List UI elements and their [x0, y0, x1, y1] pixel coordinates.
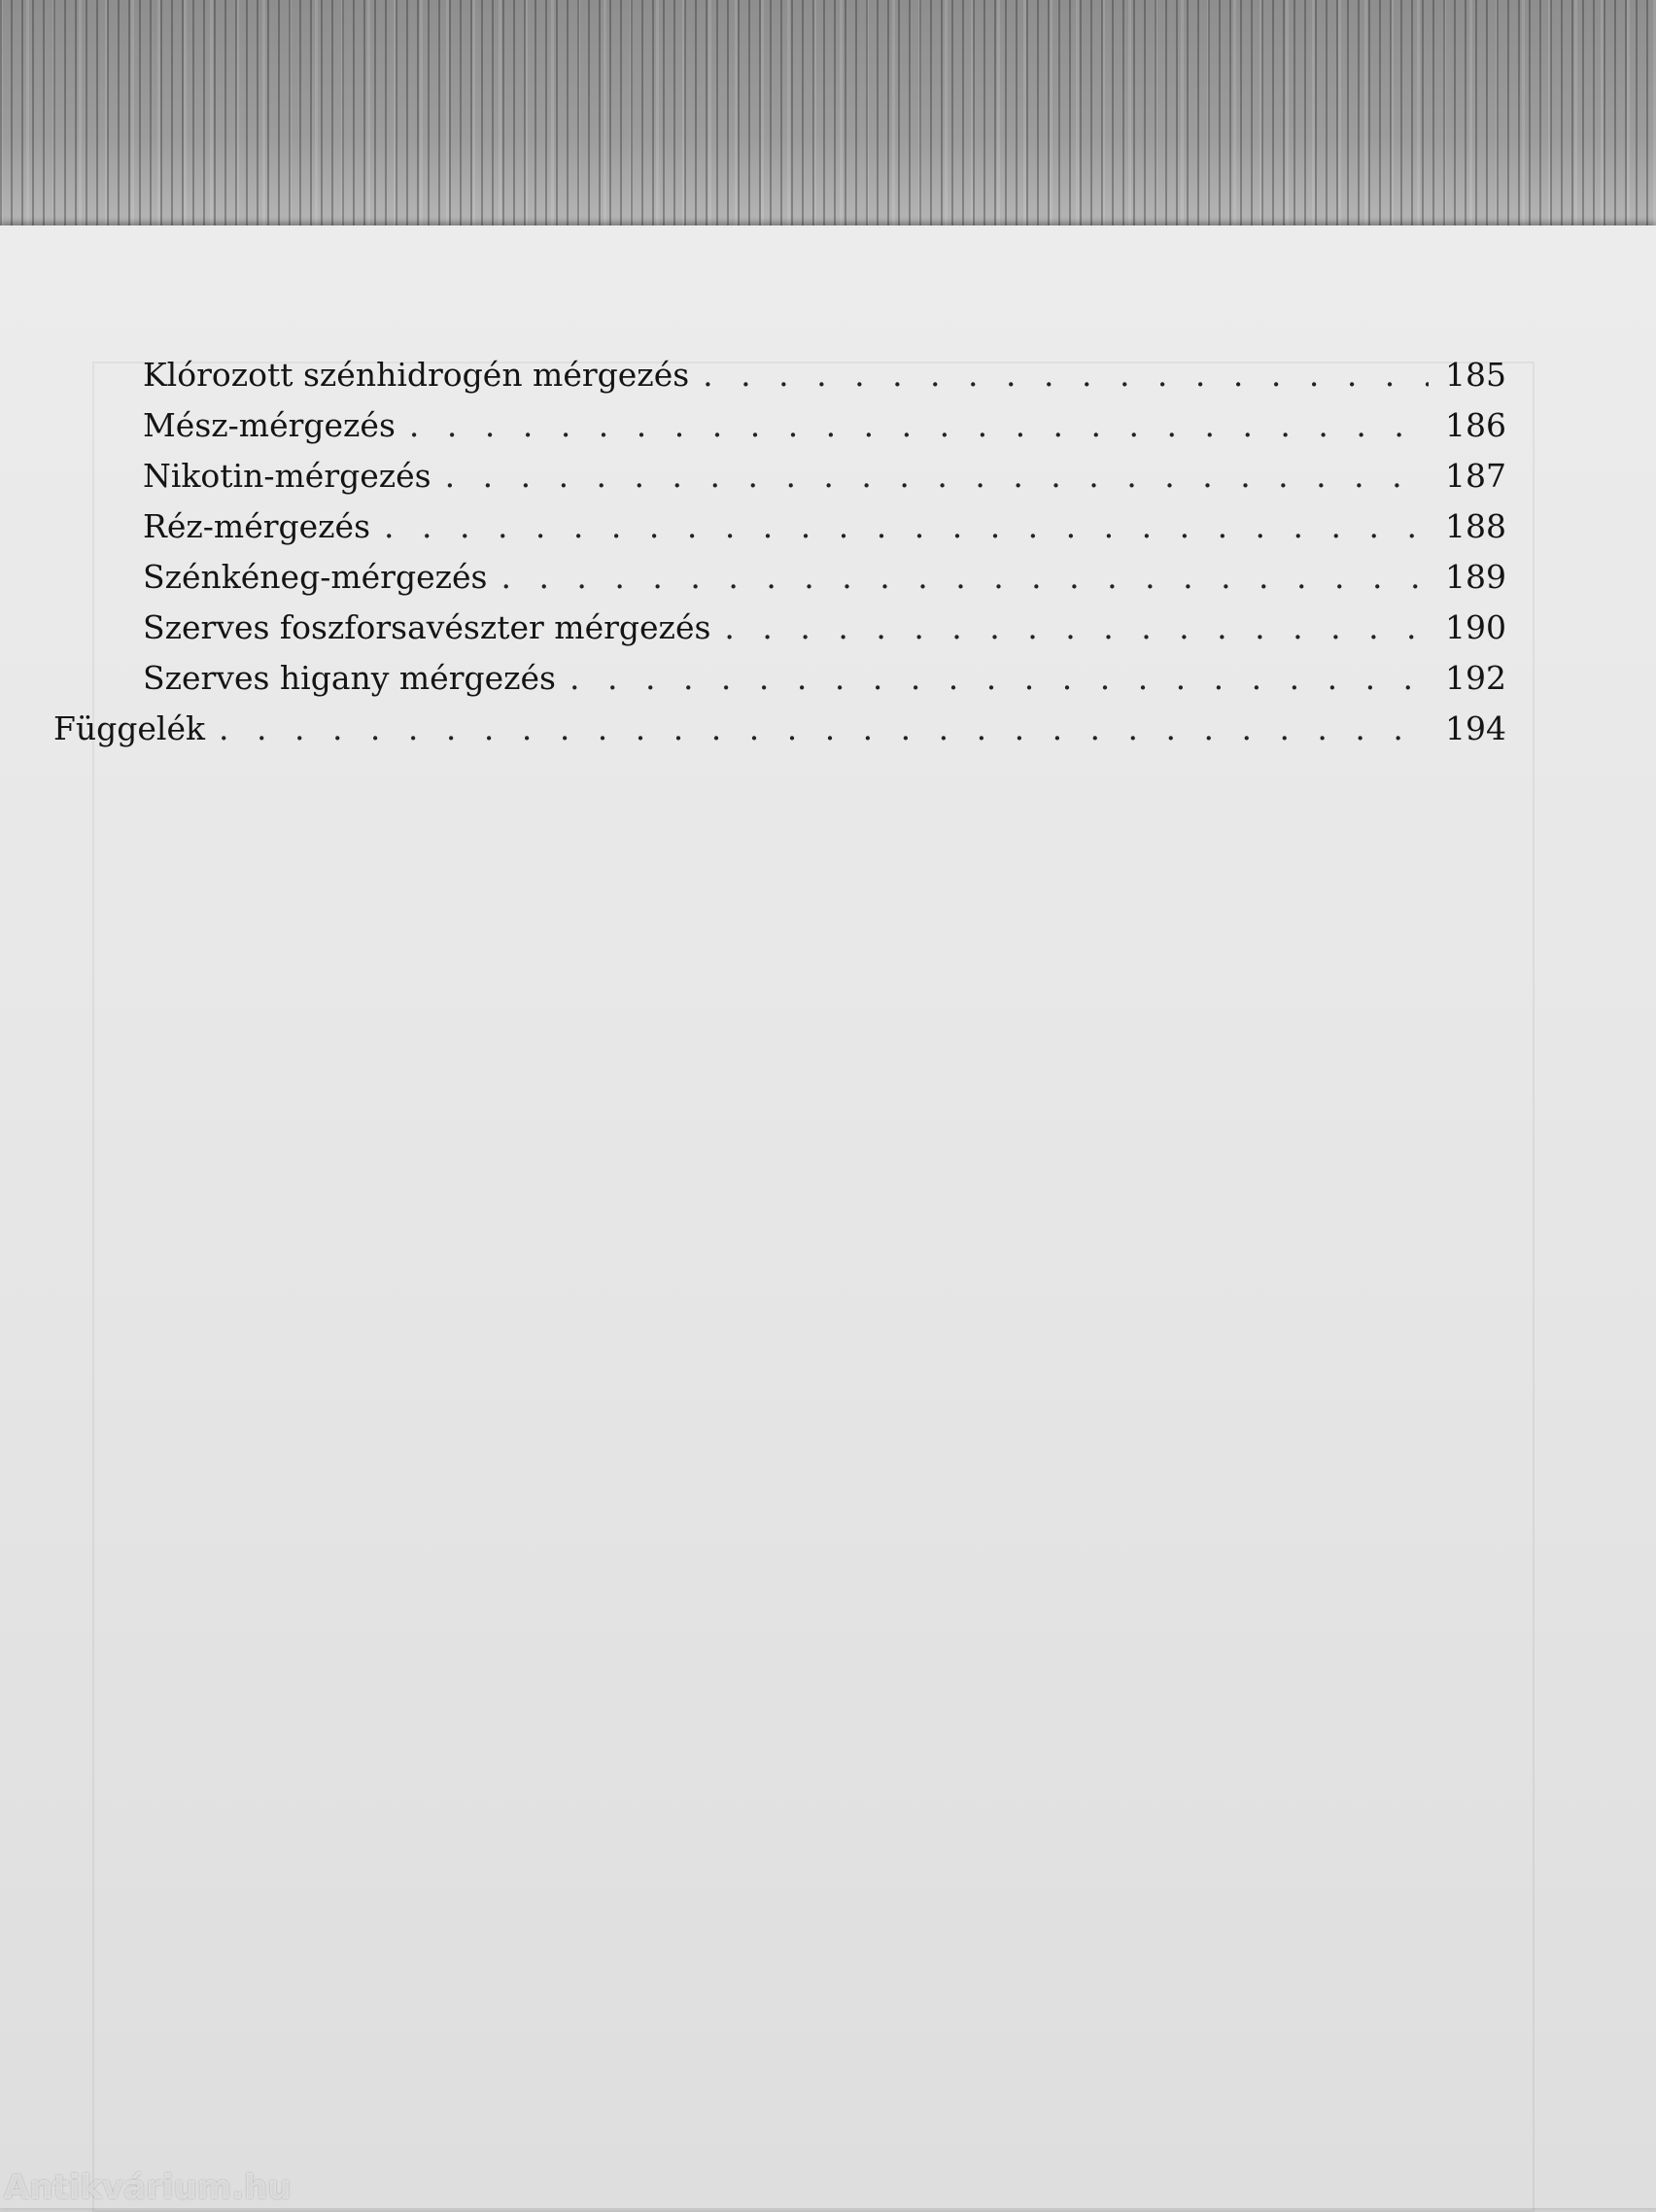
toc-entry-title: Mész-mérgezés: [143, 406, 396, 444]
toc-entry-top-level: [53, 704, 1506, 754]
toc-entry: [53, 552, 1506, 603]
toc-leader-dots: [724, 603, 1429, 653]
wooden-table-background: [0, 0, 1656, 225]
toc-entry: [53, 451, 1506, 501]
toc-leader-dots: [569, 653, 1429, 704]
toc-leader-dots: [219, 704, 1429, 754]
toc-leader-dots: [409, 400, 1429, 451]
toc-entry-page: 190: [1445, 608, 1506, 646]
toc-entry-page: 188: [1445, 507, 1506, 545]
toc-entry: [53, 653, 1506, 704]
toc-entry: [53, 501, 1506, 552]
toc-leader-dots: [703, 350, 1429, 400]
toc-entry-title: Szénkéneg-mérgezés: [143, 558, 488, 596]
table-of-contents: [53, 350, 1506, 754]
toc-entry-page: 187: [1445, 457, 1506, 495]
toc-entry-title: Szerves foszforsavészter mérgezés: [143, 608, 711, 646]
toc-entry-page: 192: [1445, 659, 1506, 697]
toc-entry: [53, 603, 1506, 653]
toc-entry-page: 186: [1445, 406, 1506, 444]
watermark-text: Antikvárium.hu: [4, 2168, 292, 2207]
toc-entry-title: Függelék: [53, 709, 206, 747]
toc-entry-page: 185: [1445, 356, 1506, 394]
book-page: [0, 225, 1656, 2208]
toc-entry-title: Klórozott szénhidrogén mérgezés: [143, 356, 690, 394]
toc-entry-page: 194: [1445, 709, 1506, 747]
toc-entry: [53, 400, 1506, 451]
toc-entry-title: Nikotin-mérgezés: [143, 457, 431, 495]
toc-entry-title: Réz-mérgezés: [143, 507, 371, 545]
watermark: [0, 2167, 412, 2208]
toc-leader-dots: [445, 451, 1429, 501]
toc-entry: [53, 350, 1506, 400]
toc-entry-page: 189: [1445, 558, 1506, 596]
toc-leader-dots: [500, 552, 1429, 603]
toc-entry-title: Szerves higany mérgezés: [143, 659, 556, 697]
toc-leader-dots: [384, 501, 1429, 552]
